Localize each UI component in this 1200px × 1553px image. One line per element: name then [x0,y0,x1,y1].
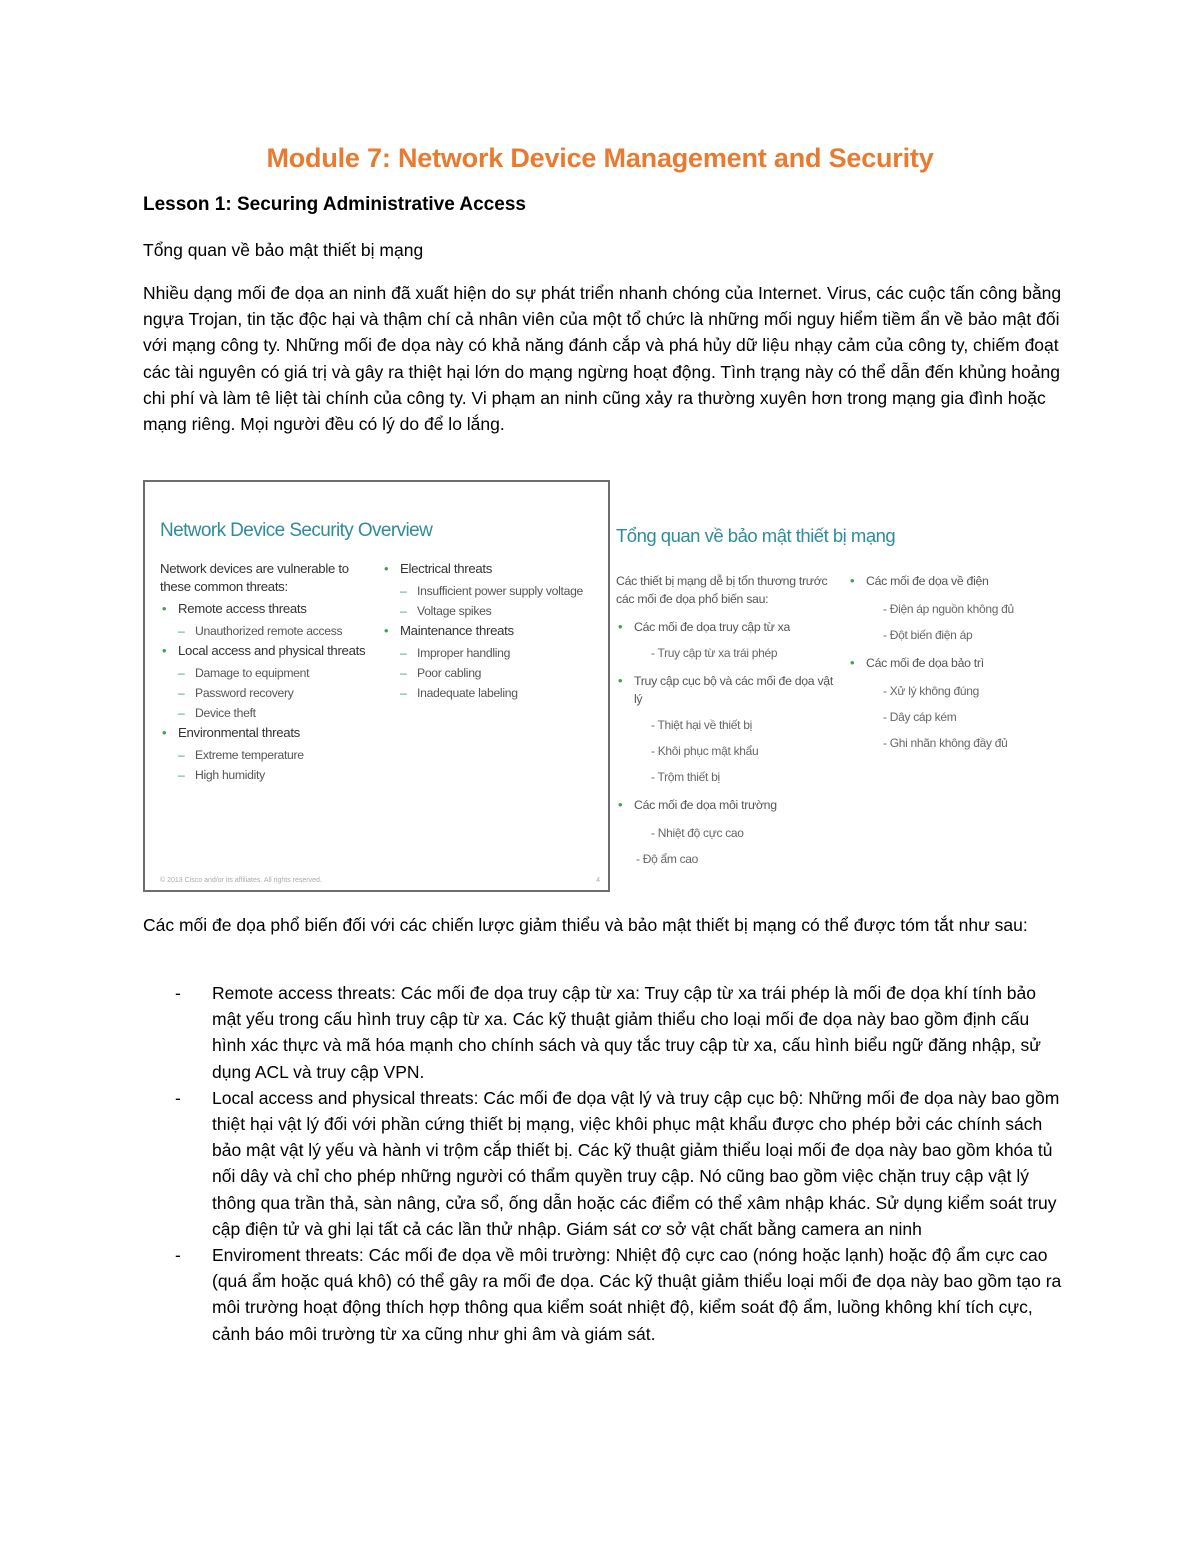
list-item: - Enviroment threats: Các mối đe dọa về môi trường: Nhiệt độ cực cao (nóng hoặc lạnh) hoặc độ ẩm cực cao (quá ẩm hoặc quá khô) có thể gây ra mối đe dọa. Các kỹ thuật giảm thiểu loại mối đe dọa này bao gồm tạo ra môi trường hoạt động thích hợp thông qua kiểm soát nhiệt độ, kiểm soát độ ẩm, luồng không khí tích cực, cảnh báo môi trường từ xa cũng như ghi âm và giám sát. [143,1242,1063,1347]
slide-vi-subitem: - Nhiệt độ cực cao [651,826,744,840]
bullet-icon: • [850,573,855,588]
slide-en-subitem: – Insufficient power supply voltage [400,584,584,598]
dash-icon: – [178,706,185,720]
slide-vi-subitem: - Độ ẩm cao [636,852,699,866]
slide-vi-item: • Truy cập cục bộ và các mối đe dọa vật lý [618,673,833,706]
slide-en-subitem: – Improper handling [400,646,511,660]
bullet-icon: • [162,601,167,616]
threat-list [143,980,1063,1347]
dash-icon: – [178,686,185,700]
slide-en-item: • Remote access threats [162,601,307,616]
slide-vietnamese [613,480,1063,892]
slide-vi-subitem: - Khôi phục mật khẩu [651,744,759,758]
bullet-icon: • [618,673,623,688]
list-item: - Local access and physical threats: Các mối đe dọa vật lý và truy cập cục bộ: Những mối đe dọa này bao gồm thiệt hại vật lý đối với phần cứng thiết bị mạng, việc khôi phục mật khẩu được cho phép bởi các chính sách bảo mật vật lý yếu và hành vi trộm cắp thiết bị. Các kỹ thuật giảm thiểu loại mối đe dọa này bao gồm khóa tủ nối dây và chỉ cho phép những người có thẩm quyền truy cập. Nó cũng bao gồm việc chặn truy cập vật lý thông qua trần thả, sàn nâng, cửa sổ, ống dẫn hoặc các điểm có thể xâm nhập khác. Sử dụng kiểm soát truy cập điện tử và ghi lại tất cả các lần thử nhập. Giám sát cơ sở vật chất bằng camera an ninh [143,1085,1063,1242]
dash-icon: – [400,646,407,660]
slide-en-subitem: – High humidity [178,768,265,782]
dash-icon: – [400,666,407,680]
dash-icon: – [400,686,407,700]
slide-vi-subitem: - Xử lý không đúng [883,684,980,698]
slide-en-subitem: – Damage to equipment [178,666,310,680]
dash-icon: – [178,748,185,762]
slide-vi-subitem: - Thiệt hại về thiết bị [651,718,752,732]
slide-en-footer [160,877,600,884]
slide-vi-left-column [616,572,841,870]
slide-vi-subitem: - Điện áp nguồn không đủ [883,602,1014,616]
dash-icon: – [178,666,185,680]
slide-vi-item: • Các mối đe dọa truy cập từ xa [618,619,791,634]
slide-en-subitem: – Password recovery [178,686,294,700]
slide-en-subitem: – Poor cabling [400,666,482,680]
list-item: - Remote access threats: Các mối đe dọa truy cập từ xa: Truy cập từ xa trái phép là mối đe dọa khí tính bảo mật yếu trong cấu hình truy cập từ xa. Các kỹ thuật giảm thiểu cho loại mối đe dọa này bao gồm định cấu hình xác thực và mã hóa mạnh cho chính sách và quy tắc truy cập từ xa, cấu hình biểu ngữ đăng nhập, sử dụng ACL và truy cập VPN. [143,980,1063,1085]
slide-vi-subitem: - Ghi nhãn không đầy đủ [883,736,1008,750]
slide-en-copyright: © 2013 Cisco and/or its affiliates. All rights reserved. [160,877,322,884]
slide-vi-title: Tổng quan về bảo mật thiết bị mạng [616,525,896,546]
bullet-icon: • [162,643,167,658]
bullet-icon: • [850,655,855,670]
slide-en-subitem: – Inadequate labeling [400,686,518,700]
slide-en-intro: Network devices are vulnerable to these common threats: [160,561,349,594]
page-title: Module 7: Network Device Management and Security [266,143,934,173]
lesson-heading: Lesson 1: Securing Administrative Access [143,194,526,215]
summary-paragraph: Các mối đe dọa phổ biến đối với các chiến lược giảm thiểu và bảo mật thiết bị mạng có thể được tóm tắt như sau: [143,915,1028,935]
slide-vi-subitem: - Đột biến điện áp [883,628,973,642]
bullet-icon: • [384,623,389,638]
slide-vi-intro: Các thiết bị mạng dễ bị tổn thương trước các mối đe dọa phổ biến sau: [616,574,828,606]
slide-vi-subitem: - Dây cáp kém [883,710,957,724]
slide-en-title: Network Device Security Overview [160,520,433,541]
section-subtitle: Tổng quan về bảo mật thiết bị mạng [143,240,424,260]
slide-en-subitem: – Unauthorized remote access [178,624,343,638]
dash-icon: – [400,584,407,598]
slide-en-right-column [382,560,602,704]
slide-vi-right-column [848,572,1063,754]
bullet-icon: • [618,619,623,634]
slide-vi-subitem: - Trộm thiết bị [651,770,720,784]
slide-vi-item: • Các mối đe dọa bảo trì [850,655,984,670]
slide-en-item: • Local access and physical threats [162,643,366,658]
slide-english [143,480,610,892]
slide-en-subitem: – Voltage spikes [400,604,492,618]
slide-vi-item: • Các mối đe dọa môi trường [618,797,777,812]
dash-icon: - [175,1245,181,1266]
dash-icon: – [178,768,185,782]
bullet-icon: • [162,725,167,740]
dash-icon: - [175,1087,181,1108]
slide-vi-item: • Các mối đe dọa về điện [850,573,989,588]
slide-vi-subitem: - Truy cập từ xa trái phép [651,646,778,660]
slide-en-subitem: – Device theft [178,706,256,720]
dash-icon: - [175,983,181,1003]
bullet-icon: • [384,561,389,576]
slide-en-subitem: – Extreme temperature [178,748,304,762]
slide-en-item: • Electrical threats [384,561,493,576]
slide-figure [143,480,1063,892]
intro-paragraph: Nhiều dạng mối đe dọa an ninh đã xuất hiện do sự phát triển nhanh chóng của Internet. Virus, các cuộc tấn công bằng ngựa Trojan, tin tặc độc hại và thậm chí cả nhân viên của một tổ chức là những mối nguy hiểm tiềm ẩn về bảo mật đối với mạng công ty. Những mối đe dọa này có khả năng đánh cắp và phá hủy dữ liệu nhạy cảm của công ty, chiếm đoạt các tài nguyên có giá trị và gây ra thiệt hại lớn do mạng ngừng hoạt động. Tình trạng này có thể dẫn đến khủng hoảng chi phí và làm tê liệt tài chính của công ty. Vi phạm an ninh cũng xảy ra thường xuyên hơn trong mạng gia đình hoặc mạng riêng. Mọi người đều có lý do để lo lắng. [143,283,1062,435]
slide-en-left-column [160,560,370,786]
slide-en-item: • Maintenance threats [384,623,514,638]
slide-en-item: • Environmental threats [162,725,300,740]
dash-icon: – [178,624,185,638]
slide-en-page-number: 4 [596,877,600,884]
bullet-icon: • [618,797,623,812]
dash-icon: – [400,604,407,618]
